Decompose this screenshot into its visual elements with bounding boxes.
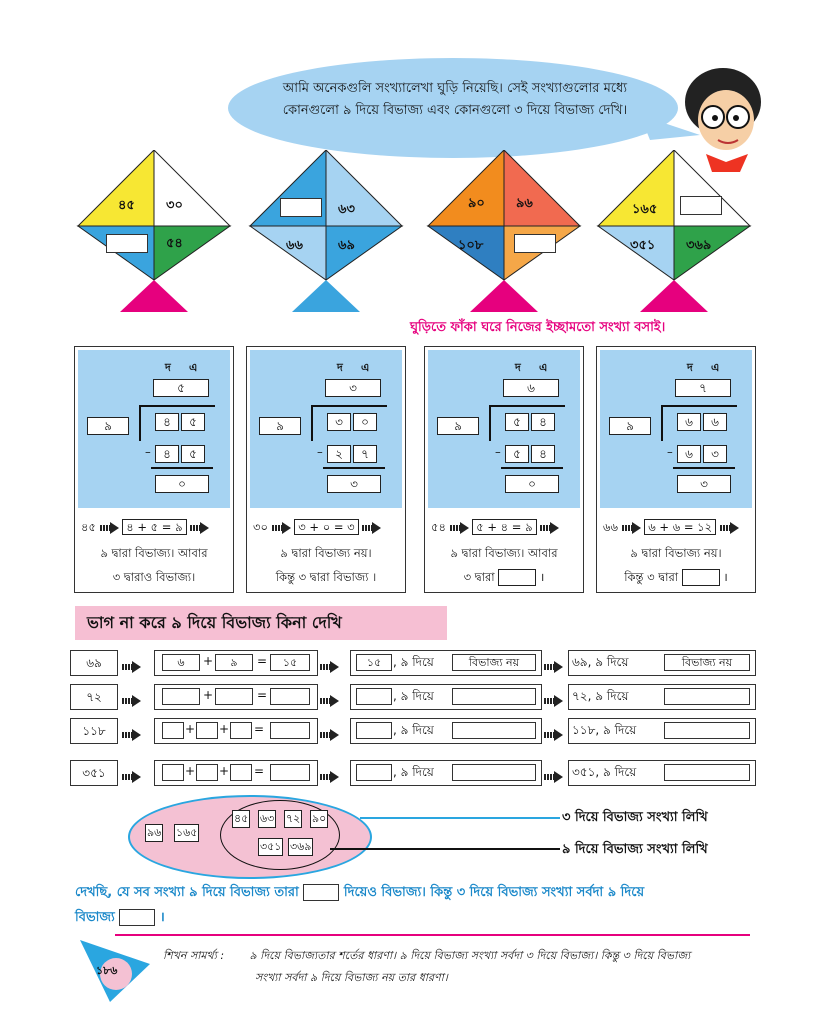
result-line-2: কিন্তু ৩ দ্বারা । <box>624 570 728 584</box>
divisor-box: ৯ <box>259 417 301 435</box>
plus-sign: + <box>185 722 196 736</box>
sum-line <box>81 519 209 538</box>
digit-sum-box: ৫ + ৪ = ৯ <box>472 519 536 535</box>
remainder-box: ৩ <box>327 475 381 493</box>
dividend-tens: ৫ <box>505 413 529 431</box>
final-label: ১১৮, ৯ দিয়ে <box>572 723 637 737</box>
minus-sign: – <box>495 445 501 459</box>
equals-sign: = <box>254 722 265 736</box>
final-result-box[interactable] <box>664 722 750 739</box>
remainder-box: ০ <box>505 475 559 493</box>
division-bracket <box>661 405 663 441</box>
sum-copy-box[interactable] <box>356 722 392 739</box>
footer-text: ৯ দিয়ে বিভাজ্যতার শর্তের ধারণা। ৯ দিয়ে বিভাজ্য সংখ্যা সর্বদা ৩ দিয়ে বিভাজ্য। কিন্তু ৩ দিয়ে বিভাজ্য <box>249 949 691 962</box>
divisor-box: ৯ <box>87 417 129 435</box>
kite-number: ১০৮ <box>458 238 484 253</box>
digit-sum-box: ৬ + ৬ = ১২ <box>644 519 716 535</box>
result-line-1: ৯ দ্বারা বিভাজ্য। আবার <box>100 546 208 560</box>
learning-outcome <box>163 945 763 989</box>
final-label: ৩৫১, ৯ দিয়ে <box>572 765 637 779</box>
units-header: এ <box>361 361 370 374</box>
final-label: ৭২, ৯ দিয়ে <box>572 689 629 703</box>
arrow-icon <box>320 656 339 675</box>
division-panel-2 <box>246 346 406 593</box>
arrow-icon <box>320 724 339 743</box>
digit-box[interactable] <box>196 764 218 781</box>
equals-sign: = <box>257 654 268 668</box>
number-label: ৪৫ <box>81 520 96 534</box>
plus-sign: + <box>185 764 196 778</box>
number-box: ৭২ <box>284 810 302 828</box>
plus-sign: + <box>219 722 230 736</box>
test-row <box>70 650 760 676</box>
division-bracket <box>139 405 141 441</box>
arrow-icon <box>320 690 339 709</box>
sum-copy-box[interactable] <box>356 688 392 705</box>
kite-number: ৩৫১ <box>630 238 656 253</box>
result-box[interactable] <box>452 722 536 739</box>
minus-sign: – <box>317 445 323 459</box>
division-panel-1 <box>74 346 234 593</box>
test-row <box>70 760 760 786</box>
test-number: ৭২ <box>70 684 118 710</box>
kite-blank-box[interactable] <box>680 196 722 215</box>
dividend-units: ৪ <box>531 413 555 431</box>
section-heading: ভাগ না করে ৯ দিয়ে বিভাজ্য কিনা দেখি <box>75 606 447 640</box>
kite-number: ৫৪ <box>166 236 183 251</box>
kite-number: ৬৬ <box>286 238 303 253</box>
speech-text: আমি অনেকগুলি সংখ্যালেখা ঘুড়ি নিয়েছি। সেই সংখ্যাগুলোর মধ্যে কোনগুলো ৯ দিয়ে বিভাজ্য এবং কোনগুলো ৩ দিয়ে বিভাজ্য দেখি। <box>282 81 628 118</box>
number-label: ৩০ <box>253 520 268 534</box>
sum-box[interactable] <box>270 688 310 705</box>
number-box: ৪৫ <box>232 810 250 828</box>
result-line-2: ৩ দ্বারাও বিভাজ্য। <box>112 570 196 584</box>
number-label: ৬৬ <box>603 520 618 534</box>
dividend-tens: ৬ <box>677 413 701 431</box>
digit-box[interactable] <box>230 722 252 739</box>
test-row <box>70 718 760 744</box>
kite-instruction: ঘুড়িতে ফাঁকা ঘরে নিজের ইচ্ছামতো সংখ্যা বসাই। <box>410 320 666 335</box>
kite-number: ৩৬৯ <box>686 238 712 253</box>
by-9-label: , ৯ দিয়ে <box>393 689 434 703</box>
dividend-units: ৫ <box>181 413 205 431</box>
dividend-units: ৬ <box>703 413 727 431</box>
subtraction-line <box>501 467 563 469</box>
subtract-tens: ৪ <box>155 445 179 463</box>
result-box[interactable] <box>452 688 536 705</box>
sum-box[interactable]: ১৫ <box>270 654 310 671</box>
digit-box[interactable] <box>162 688 200 705</box>
note-divisible-9: ৯ দিয়ে বিভাজ্য সংখ্যা লিখি <box>562 842 708 857</box>
subtraction-line <box>323 467 385 469</box>
quotient-box: ৩ <box>325 379 381 397</box>
final-result-box[interactable]: বিভাজ্য নয় <box>664 654 750 671</box>
minus-sign: – <box>145 445 151 459</box>
conclusion-part: বিভাজ্য <box>75 910 115 925</box>
pointer-line-3 <box>360 817 560 819</box>
arrow-icon <box>544 724 563 743</box>
answer-box[interactable] <box>303 884 339 901</box>
conclusion-part: । <box>159 910 165 925</box>
subtract-units: ৩ <box>703 445 727 463</box>
sum-box[interactable] <box>270 722 310 739</box>
final-result-box[interactable] <box>664 688 750 705</box>
sum-line <box>431 519 559 538</box>
minus-sign: – <box>667 445 673 459</box>
digit-box[interactable] <box>162 722 184 739</box>
arrow-icon <box>122 656 141 675</box>
kite-number: ৬৯ <box>338 238 355 253</box>
result-box[interactable] <box>452 764 536 781</box>
dividend-units: ০ <box>353 413 377 431</box>
final-result-box[interactable] <box>664 764 750 781</box>
conclusion-part: দিয়েও বিভাজ্য। কিন্তু ৩ দিয়ে বিভাজ্য সংখ্যা সর্বদা ৯ দিয়ে <box>343 885 645 900</box>
dividend-tens: ৪ <box>155 413 179 431</box>
digit-box[interactable] <box>196 722 218 739</box>
answer-box[interactable] <box>682 569 720 586</box>
arrow-icon <box>122 690 141 709</box>
sum-copy-box[interactable] <box>356 764 392 781</box>
plus-sign: + <box>219 764 230 778</box>
units-header: এ <box>539 361 548 374</box>
number-box: ৯০ <box>310 810 328 828</box>
subtract-units: ৭ <box>353 445 377 463</box>
kite-number: ৯০ <box>468 196 485 211</box>
subtract-units: ৪ <box>531 445 555 463</box>
kite-number: ৬৩ <box>338 202 355 217</box>
test-number: ৬৯ <box>70 650 118 676</box>
division-panel-4 <box>596 346 756 593</box>
by-9-label: , ৯ দিয়ে <box>393 655 434 669</box>
note-divisible-3: ৩ দিয়ে বিভাজ্য সংখ্যা লিখি <box>562 810 708 825</box>
number-box: ৬৩ <box>258 810 276 828</box>
result-line-2: কিন্তু ৩ দ্বারা বিভাজ্য । <box>275 570 377 584</box>
tens-header: দ <box>337 361 343 374</box>
kite-1 <box>74 150 234 312</box>
test-number: ৩৫১ <box>70 760 118 786</box>
kite-3 <box>424 150 584 312</box>
footer-label: শিখন সামর্থ্য : <box>163 949 225 962</box>
result-line-1: ৯ দ্বারা বিভাজ্য নয়। <box>280 546 372 560</box>
conclusion-part: দেখছি, যে সব সংখ্যা ৯ দিয়ে বিভাজ্য তারা <box>75 885 299 900</box>
quotient-box: ৫ <box>153 379 209 397</box>
answer-box[interactable] <box>498 569 536 586</box>
result-box[interactable]: বিভাজ্য নয় <box>452 654 536 671</box>
quotient-box: ৭ <box>675 379 731 397</box>
divisor-box: ৯ <box>609 417 651 435</box>
plus-sign: + <box>203 688 214 702</box>
kite-number: ৯৬ <box>516 196 533 211</box>
digit-sum-box: ৩ + ০ = ৩ <box>294 519 358 535</box>
arrow-icon <box>320 766 339 785</box>
division-bar <box>139 405 215 407</box>
kite-number: ১৬৫ <box>632 202 658 217</box>
subtract-tens: ২ <box>327 445 351 463</box>
kite-2 <box>246 150 406 312</box>
number-box: ৯৬ <box>145 824 163 842</box>
division-bar <box>311 405 387 407</box>
arrow-icon <box>122 766 141 785</box>
footer-divider <box>115 934 750 936</box>
kite-number: ৪৫ <box>118 198 135 213</box>
digit-box[interactable] <box>230 764 252 781</box>
number-box: ৩৬৯ <box>288 838 313 856</box>
by-9-label: , ৯ দিয়ে <box>393 723 434 737</box>
final-label: ৬৯, ৯ দিয়ে <box>572 655 629 669</box>
quotient-box: ৬ <box>503 379 559 397</box>
divisor-box: ৯ <box>437 417 479 435</box>
conclusion-text <box>75 880 765 930</box>
sum-line <box>253 519 381 538</box>
kite-blank-box[interactable] <box>106 234 148 253</box>
kite-blank-box[interactable] <box>514 234 556 253</box>
subtract-tens: ৬ <box>677 445 701 463</box>
tens-header: দ <box>687 361 693 374</box>
kite-4 <box>594 150 754 312</box>
tens-header: দ <box>515 361 521 374</box>
digit-box[interactable] <box>162 764 184 781</box>
number-label: ৫৪ <box>431 520 446 534</box>
sum-line <box>603 519 739 538</box>
equals-sign: = <box>254 764 265 778</box>
digit-sum-box: ৪ + ৫ = ৯ <box>122 519 186 535</box>
arrow-icon <box>544 766 563 785</box>
dividend-tens: ৩ <box>327 413 351 431</box>
arrow-icon <box>544 690 563 709</box>
subtract-units: ৫ <box>181 445 205 463</box>
pointer-line-9 <box>330 848 560 850</box>
subtraction-line <box>151 467 213 469</box>
answer-box[interactable] <box>119 909 155 926</box>
footer-text: সংখ্যা সর্বদা ৯ দিয়ে বিভাজ্য নয় তার ধারণা। <box>255 971 448 984</box>
page-number: ১৮৬ <box>96 964 118 977</box>
test-row <box>70 684 760 710</box>
remainder-box: ৩ <box>677 475 731 493</box>
by-9-label: , ৯ দিয়ে <box>393 765 434 779</box>
result-line-1: ৯ দ্বারা বিভাজ্য। আবার <box>450 546 558 560</box>
kite-number: ৩০ <box>166 198 183 213</box>
division-bracket <box>489 405 491 441</box>
number-box: ৩৫১ <box>258 838 283 856</box>
division-bracket <box>311 405 313 441</box>
equals-sign: = <box>257 688 268 702</box>
remainder-box: ০ <box>155 475 209 493</box>
arrow-icon <box>544 656 563 675</box>
tens-header: দ <box>165 361 171 374</box>
kite-blank-box[interactable] <box>280 198 322 217</box>
arrow-icon <box>122 724 141 743</box>
division-bar <box>661 405 737 407</box>
result-line-1: ৯ দ্বারা বিভাজ্য নয়। <box>630 546 722 560</box>
digit-box[interactable]: ৯ <box>215 654 253 671</box>
division-panel-3 <box>424 346 584 593</box>
units-header: এ <box>189 361 198 374</box>
subtraction-line <box>673 467 735 469</box>
sum-box[interactable] <box>270 764 310 781</box>
test-number: ১১৮ <box>70 718 118 744</box>
digit-box[interactable] <box>215 688 253 705</box>
division-bar <box>489 405 565 407</box>
units-header: এ <box>711 361 720 374</box>
digit-box[interactable]: ৬ <box>162 654 200 671</box>
plus-sign: + <box>203 654 214 668</box>
result-line-2: ৩ দ্বারা । <box>463 570 545 584</box>
subtract-tens: ৫ <box>505 445 529 463</box>
number-box: ১৬৫ <box>174 824 199 842</box>
sum-copy-box[interactable]: ১৫ <box>356 654 392 671</box>
